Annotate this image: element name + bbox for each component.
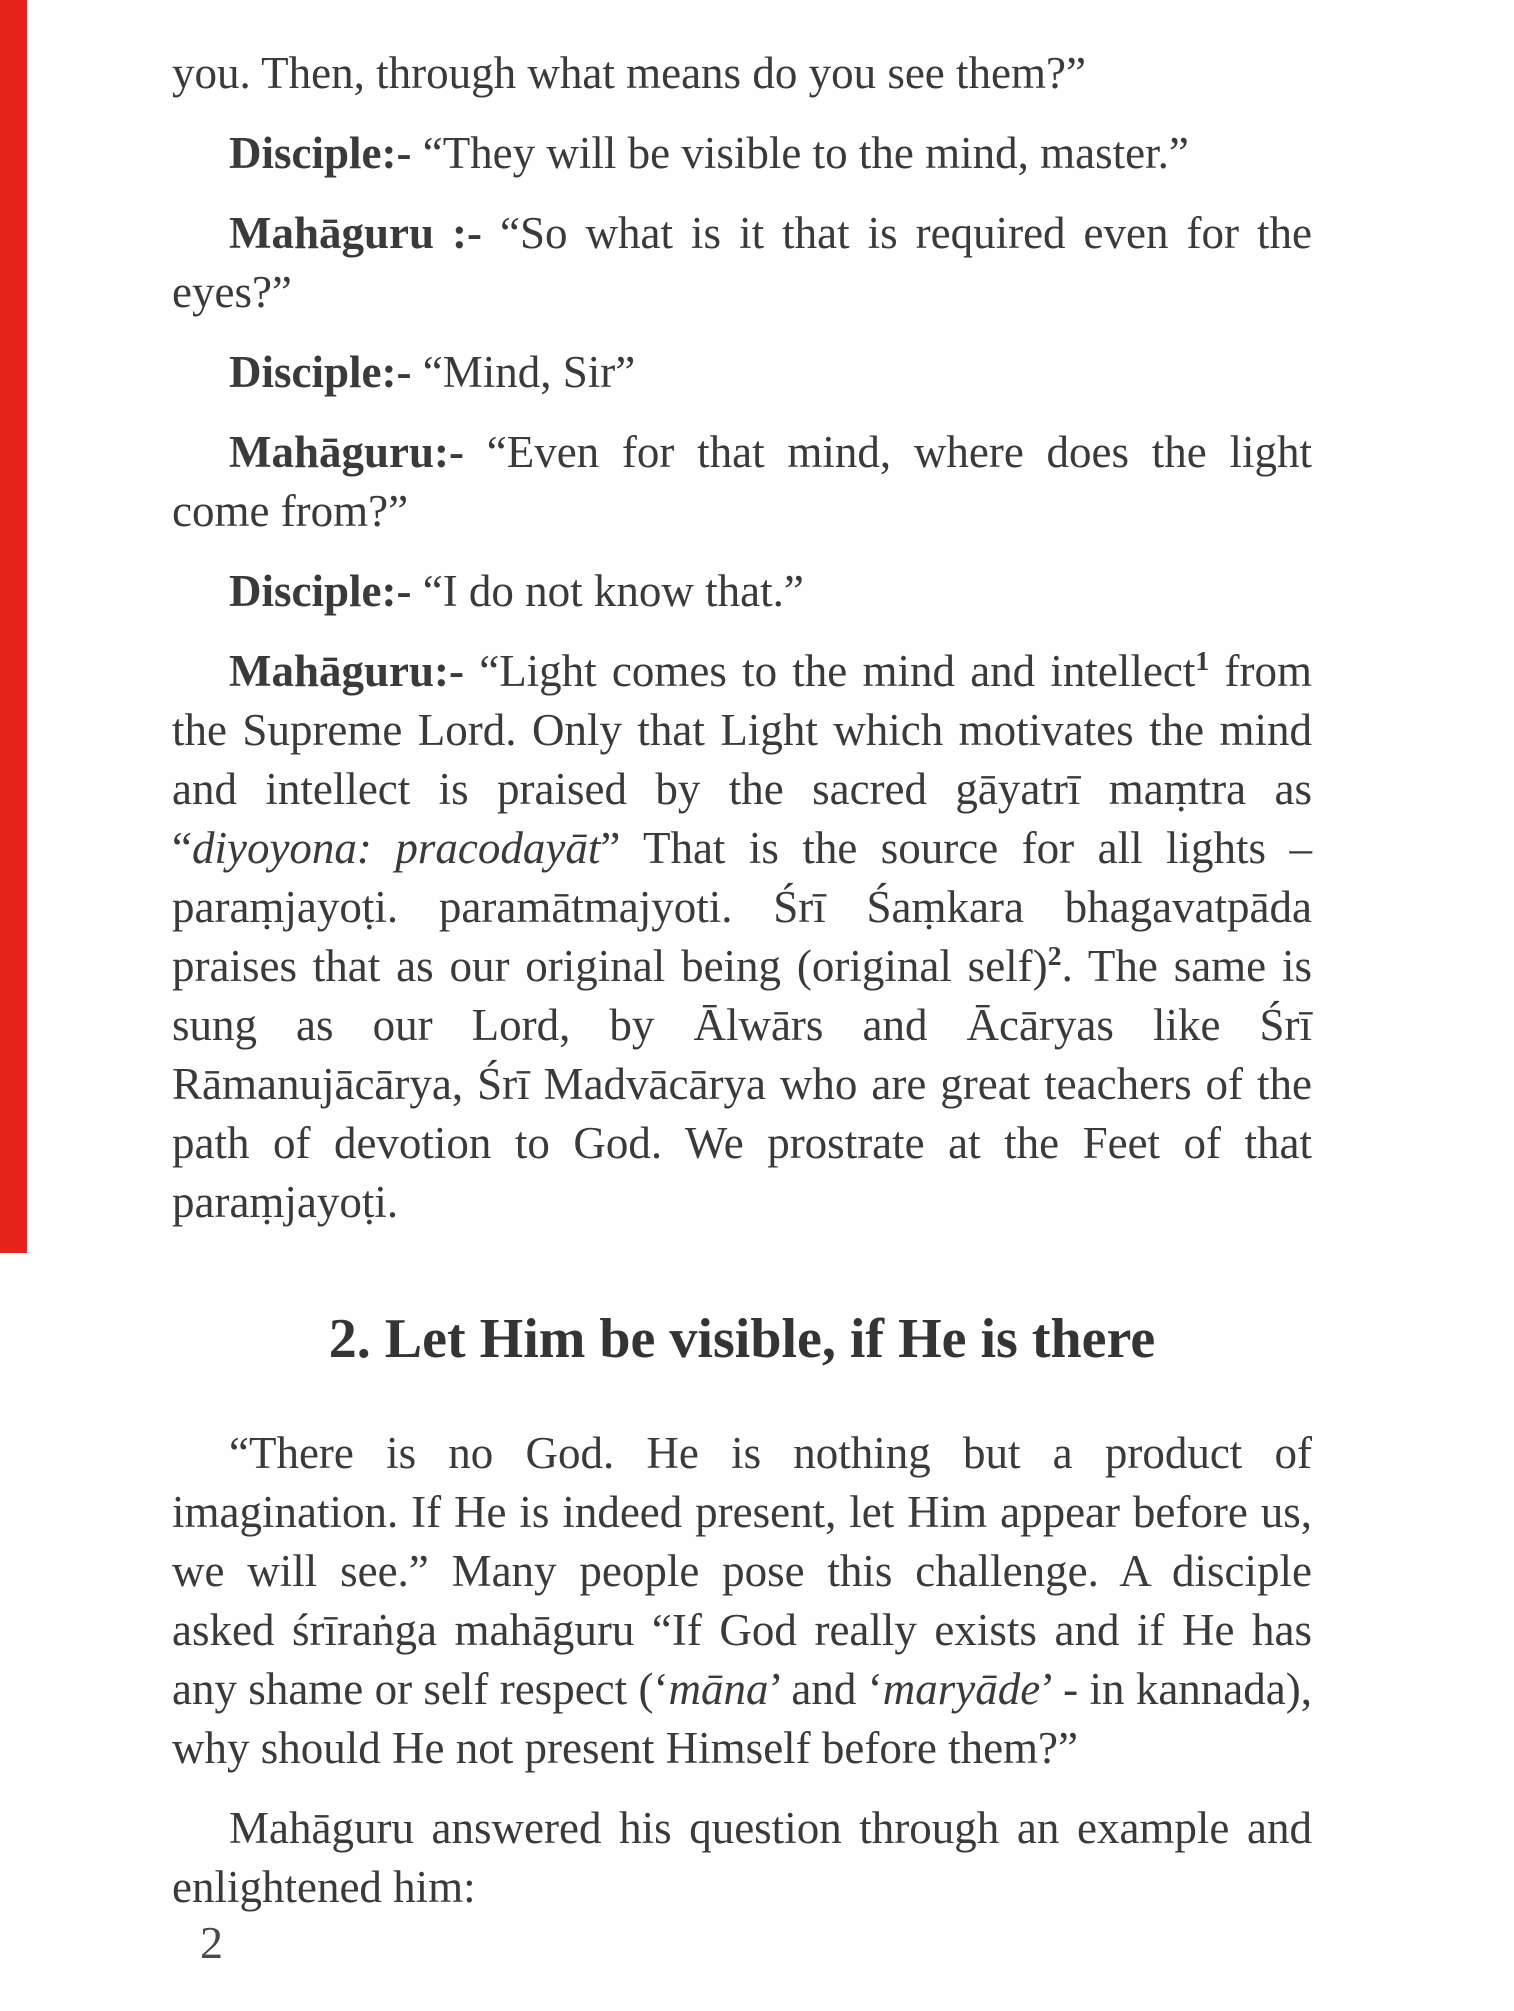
text-run: diyoyona: pracodayāt (191, 823, 601, 873)
text-column (172, 44, 1312, 1938)
text-run: ” That is the source for all lights – paraṃjayoṭi. paramātmajyoti. Śrī Śaṃkara bhagavatpāda praises that as our original being (original self) (172, 823, 1312, 991)
text-run: you. Then, through what means do you see them?” (172, 48, 1086, 98)
continuation-paragraph (172, 44, 1312, 103)
text-run: “Mind, Sir” (411, 347, 636, 397)
speaker-name: Disciple:- (229, 128, 412, 178)
text-run: from the Supreme Lord. Only that Light which motivates the mind and intellect is praised by the sacred gāyatrī maṃtra as “ (172, 646, 1312, 873)
text-run: Mahāguru answered his question through an example and enlightened him: (172, 1803, 1312, 1912)
text-run: “Light comes to the mind and intellect (464, 646, 1196, 696)
section-paragraph-2 (172, 1799, 1312, 1917)
dialogue-mahaguru-1 (172, 204, 1312, 322)
text-run: 2. Let Him be visible, if He is there (328, 1308, 1156, 1370)
section-heading (172, 1306, 1312, 1372)
speaker-name: Mahāguru:- (229, 646, 464, 696)
dialogue-disciple-2 (172, 343, 1312, 402)
text-run: “There is no God. He is nothing but a product of imagination. If He is indeed present, let Him appear before us, we will see.” Many people pose this challenge. A disciple asked śrīraṅga mahāguru “If God really exists and if He has any shame or self respect (‘ (172, 1428, 1312, 1714)
text-run: maryāde (882, 1664, 1041, 1714)
text-run: ’ and ‘ (768, 1664, 883, 1714)
text-run: “Even for that mind, where does the light come from?” (172, 427, 1312, 536)
text-run: “They will be visible to the mind, master.” (411, 128, 1189, 178)
red-margin-stripe (0, 0, 27, 1253)
footnote-marker: 2 (1047, 941, 1062, 972)
text-run: māna (668, 1664, 769, 1714)
text-run: “I do not know that.” (411, 566, 804, 616)
dialogue-mahaguru-2 (172, 423, 1312, 541)
dialogue-disciple-3 (172, 562, 1312, 621)
footnote-marker: 1 (1195, 646, 1210, 677)
dialogue-disciple-1 (172, 124, 1312, 183)
text-run: “So what is it that is required even for the eyes?” (172, 208, 1312, 317)
section-paragraph-1 (172, 1424, 1312, 1778)
text-run: . The same is sung as our Lord, by Ālwārs and Ācāryas like Śrī Rāmanujācārya, Śrī Madvācārya who are great teachers of the path of devotion to God. We prostrate at the Feet of that paraṃjayoṭi. (172, 941, 1313, 1227)
text-run: ’ - in kannada), why should He not present Himself before them?” (172, 1664, 1312, 1773)
speaker-name: Mahāguru :- (229, 208, 483, 258)
speaker-name: Disciple:- (229, 566, 412, 616)
speaker-name: Disciple:- (229, 347, 412, 397)
dialogue-mahaguru-3 (172, 642, 1312, 1232)
speaker-name: Mahāguru:- (229, 427, 464, 477)
page-number: 2 (200, 1917, 223, 1968)
